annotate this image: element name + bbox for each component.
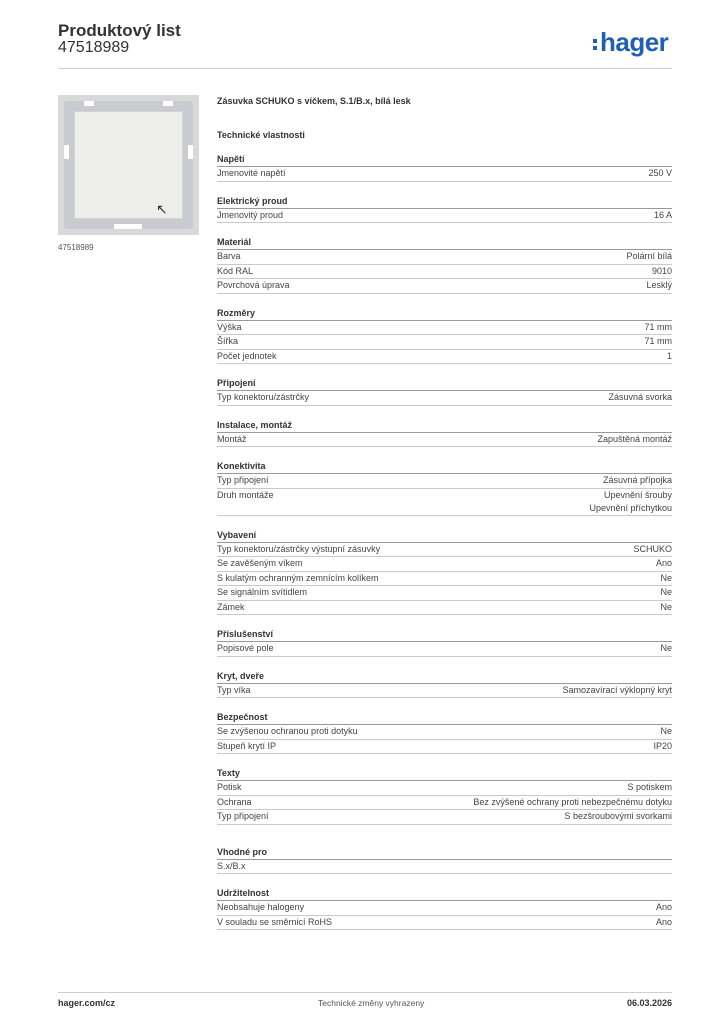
spec-value xyxy=(660,586,672,600)
spec-row xyxy=(217,557,672,572)
spec-value-line: Ano xyxy=(655,902,672,912)
section-title: Elektrický proud xyxy=(217,196,672,209)
spec-value xyxy=(589,489,672,515)
spec-value xyxy=(667,350,672,364)
spec-row xyxy=(217,489,672,516)
spec-value-line: 9010 xyxy=(651,265,672,276)
spec-value-line: Bez zvýšené ochrany proti nebezpečnému dotyku xyxy=(473,796,672,807)
spec-label: Ochrana xyxy=(217,796,252,807)
spec-label: Zámek xyxy=(217,601,245,612)
spec-value xyxy=(608,391,672,405)
spec-label: Se signálním svítidlem xyxy=(217,587,308,597)
spec-row xyxy=(217,860,672,875)
section-title: Vhodné pro xyxy=(217,847,672,860)
product-name: Zásuvka SCHUKO s víčkem, S.1/B.x, bílá lesk xyxy=(217,96,411,106)
spec-label: Se zvýšenou ochranou proti dotyku xyxy=(217,726,358,736)
spec-value xyxy=(654,209,672,223)
header-divider xyxy=(58,68,672,69)
spec-section xyxy=(217,237,672,294)
spec-value xyxy=(562,684,672,698)
section-title: Připojení xyxy=(217,378,672,391)
spec-row xyxy=(217,543,672,558)
spec-row xyxy=(217,391,672,406)
spec-row xyxy=(217,265,672,280)
spec-section xyxy=(217,461,672,516)
spec-row xyxy=(217,810,672,825)
logo-dots-icon xyxy=(593,37,598,52)
spec-value-line: Ano xyxy=(655,558,672,568)
footer-website-link[interactable]: hager.com/cz xyxy=(58,998,116,1008)
section-title: Bezpečnost xyxy=(217,712,672,725)
spec-row xyxy=(217,642,672,657)
spec-row xyxy=(217,279,672,294)
spec-value-line: Ne xyxy=(660,643,672,653)
section-title: Konektivita xyxy=(217,461,672,474)
spec-value-line: Polární bílá xyxy=(626,251,672,261)
section-title: Napětí xyxy=(217,154,672,167)
spec-section xyxy=(217,712,672,754)
spec-value-line: Ne xyxy=(660,572,672,583)
spec-value-line: Upevnění příchytkou xyxy=(589,502,672,513)
document-title: Produktový list xyxy=(58,21,181,40)
spec-value xyxy=(656,557,672,571)
image-caption: 47518989 xyxy=(58,243,94,252)
section-title: Rozměry xyxy=(217,308,672,321)
spec-label: Šířka xyxy=(217,336,239,346)
spec-sections xyxy=(217,154,672,930)
footer-divider xyxy=(58,992,672,993)
spec-value-line: Lesklý xyxy=(646,280,672,290)
spec-value-line: Zásuvná svorka xyxy=(608,392,672,402)
spec-row xyxy=(217,781,672,796)
spec-label: Typ připojení xyxy=(217,475,269,485)
spec-row xyxy=(217,209,672,224)
spec-value-line: IP20 xyxy=(653,740,672,751)
spec-label: Se zavěšeným víkem xyxy=(217,558,303,568)
spec-label: Stupeň krytí IP xyxy=(217,740,277,751)
section-title: Udržitelnost xyxy=(217,888,672,901)
spec-row xyxy=(217,167,672,182)
spec-value-line: 16 A xyxy=(653,209,672,220)
spec-row xyxy=(217,335,672,350)
spec-label: Barva xyxy=(217,251,241,261)
arrow-up-left-icon: ↖ xyxy=(156,201,168,217)
spec-label: Typ konektoru/zástrčky xyxy=(217,392,310,402)
footer-notice: Technické změny vyhrazeny xyxy=(318,998,425,1008)
spec-value xyxy=(648,167,672,181)
section-title: Instalace, montáž xyxy=(217,420,672,433)
spec-value-line: Zásuvná přípojka xyxy=(602,475,672,485)
spec-label: Potisk xyxy=(217,782,242,792)
spec-value-line: SCHUKO xyxy=(633,543,672,554)
spec-value-line: 71 mm xyxy=(644,336,672,346)
spec-value-line: Ne xyxy=(660,726,672,736)
spec-value xyxy=(473,796,672,810)
spec-row xyxy=(217,433,672,448)
spec-label: Druh montáže xyxy=(217,489,274,500)
spec-label: Kód RAL xyxy=(217,265,254,276)
spec-value-line: Ne xyxy=(660,601,672,612)
spec-row xyxy=(217,350,672,365)
spec-value-line: 1 xyxy=(666,350,672,361)
spec-section xyxy=(217,530,672,616)
spec-label: Typ víka xyxy=(217,684,251,695)
spec-value xyxy=(644,335,672,349)
section-title: Vybavení xyxy=(217,530,672,543)
spec-label: Typ připojení xyxy=(217,811,269,821)
section-title: Materiál xyxy=(217,237,672,250)
spec-section xyxy=(217,420,672,448)
spec-label: S kulatým ochranným zemnícím kolíkem xyxy=(217,572,379,583)
spec-value xyxy=(627,781,672,795)
spec-section xyxy=(217,768,672,825)
spec-value xyxy=(660,572,672,586)
spec-row xyxy=(217,725,672,740)
spec-value xyxy=(633,543,672,557)
product-image xyxy=(58,95,199,235)
spec-label: Výška xyxy=(217,321,242,332)
spec-value xyxy=(652,265,672,279)
hager-logo[interactable] xyxy=(593,27,668,58)
section-title: Texty xyxy=(217,768,672,781)
spec-label: Typ konektoru/zástrčky výstupní zásuvky xyxy=(217,543,381,554)
spec-row xyxy=(217,901,672,916)
spec-section xyxy=(217,378,672,406)
spec-value-line: Upevnění šrouby xyxy=(603,489,672,500)
spec-row xyxy=(217,250,672,265)
spec-label: V souladu se směrnicí RoHS xyxy=(217,916,333,927)
spec-label: S.x/B.x xyxy=(217,860,246,871)
spec-row xyxy=(217,321,672,336)
spec-value-line: S bezšroubovými svorkami xyxy=(564,811,672,821)
spec-row xyxy=(217,796,672,811)
spec-value-line: S potiskem xyxy=(627,782,672,792)
spec-row xyxy=(217,572,672,587)
spec-value xyxy=(653,740,672,754)
spec-value xyxy=(564,810,672,824)
spec-label: Jmenovité napětí xyxy=(217,168,286,178)
section-title: Příslušenství xyxy=(217,629,672,642)
product-code: 47518989 xyxy=(58,39,130,56)
spec-section xyxy=(217,154,672,182)
spec-row xyxy=(217,586,672,601)
spec-value xyxy=(597,433,672,447)
spec-section xyxy=(217,629,672,657)
spec-value-line: Ne xyxy=(660,587,672,597)
spec-value-line: Samozavírací výklopný kryt xyxy=(562,684,672,695)
footer-date: 06.03.2026 xyxy=(626,998,672,1008)
spec-value xyxy=(660,725,672,739)
spec-value-line: 71 mm xyxy=(644,321,672,332)
spec-label: Neobsahuje halogeny xyxy=(217,902,305,912)
spec-section xyxy=(217,847,672,875)
spec-label: Popisové pole xyxy=(217,643,274,653)
spec-label: Montáž xyxy=(217,433,247,444)
spec-value xyxy=(660,601,672,615)
specifications-heading: Technické vlastnosti xyxy=(217,130,305,140)
spec-value-line: Zapuštěná montáž xyxy=(597,433,672,444)
section-title: Kryt, dveře xyxy=(217,671,672,684)
spec-value xyxy=(626,250,672,264)
logo-text: hager xyxy=(600,27,669,57)
spec-label: Povrchová úprava xyxy=(217,280,290,290)
spec-section xyxy=(217,308,672,365)
spec-value-line: Ano xyxy=(655,916,672,927)
spec-row xyxy=(217,916,672,931)
spec-value xyxy=(603,474,672,488)
spec-value xyxy=(656,901,672,915)
spec-section xyxy=(217,196,672,224)
spec-label: Počet jednotek xyxy=(217,350,277,361)
spec-row xyxy=(217,684,672,699)
spec-value-line: 250 V xyxy=(648,168,672,178)
spec-label: Jmenovitý proud xyxy=(217,209,284,220)
spec-value xyxy=(660,642,672,656)
spec-value xyxy=(644,321,672,335)
spec-value xyxy=(646,279,672,293)
spec-row xyxy=(217,740,672,755)
spec-value xyxy=(656,916,672,930)
socket-frame xyxy=(64,101,193,229)
spec-row xyxy=(217,601,672,616)
spec-section xyxy=(217,888,672,930)
specifications xyxy=(217,96,672,930)
spec-row xyxy=(217,474,672,489)
spec-section xyxy=(217,671,672,699)
